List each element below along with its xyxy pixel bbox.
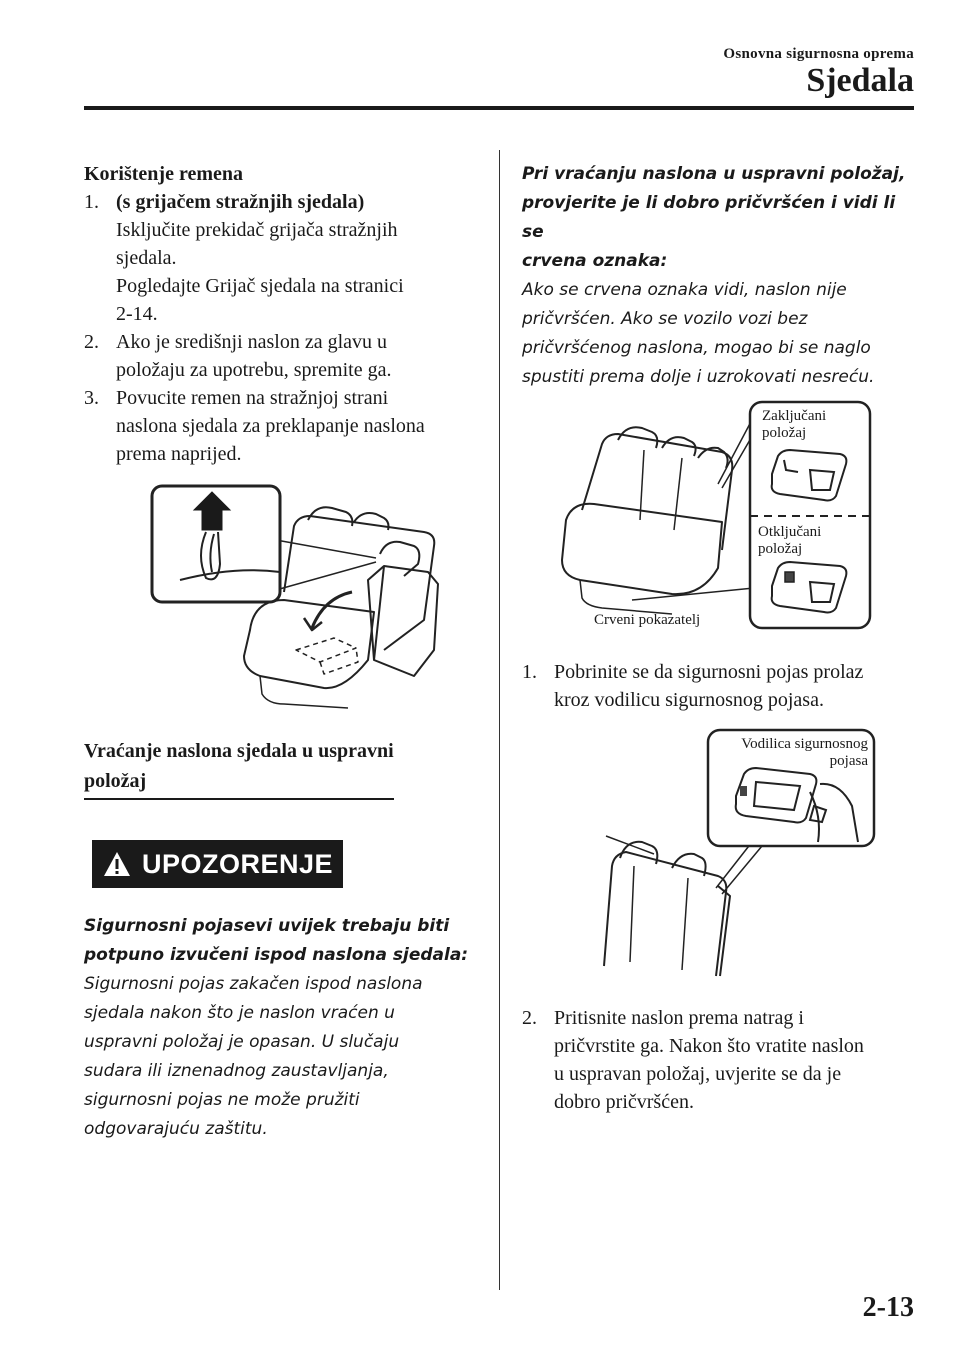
step-3 bbox=[84, 384, 484, 468]
step-line: prema naprijed. bbox=[116, 443, 242, 465]
belt-guide-label: Vodilica sigurnosnog pojasa bbox=[741, 736, 868, 769]
warning-bold-line: Sigurnosni pojasevi uvijek trebaju biti bbox=[84, 916, 450, 936]
red-indicator-label: Crveni pokazatelj bbox=[594, 612, 701, 628]
page-number: 2-13 bbox=[862, 1292, 914, 1323]
caution-line: Ako se crvena oznaka vidi, naslon nije bbox=[522, 280, 847, 300]
belt-guide-figure bbox=[522, 726, 922, 986]
caution-bold-line: provjerite je li dobro pričvršćen i vidi li se bbox=[522, 193, 896, 242]
step-2 bbox=[84, 328, 484, 384]
section-title: Osnovna sigurnosna oprema bbox=[723, 46, 914, 62]
chapter-title: Sjedala bbox=[806, 62, 914, 99]
lock-indicator-illustration bbox=[522, 400, 922, 640]
step-line: 2-14. bbox=[116, 303, 158, 325]
step-line: naslona sjedala za preklapanje naslona bbox=[116, 415, 425, 437]
warning-line: sudara ili iznenadnog zaustavljanja, bbox=[84, 1061, 389, 1081]
step-line: Povucite remen na stražnjoj strani bbox=[116, 387, 389, 409]
step-line: Ako je središnji naslon za glavu u bbox=[116, 331, 388, 353]
caution-line: pričvršćen. Ako se vozilo vozi bez bbox=[522, 309, 808, 329]
step-number: 3. bbox=[84, 387, 99, 409]
left-column bbox=[84, 160, 484, 1144]
warning-banner bbox=[92, 840, 343, 888]
step-line: sjedala. bbox=[116, 247, 177, 269]
red-indicator-mark bbox=[785, 572, 794, 582]
header-rule bbox=[84, 106, 914, 110]
warning-line: odgovarajuću zaštitu. bbox=[84, 1119, 268, 1139]
warning-label: UPOZORENJE bbox=[142, 848, 334, 879]
step-right-1 bbox=[522, 658, 922, 714]
caution-text bbox=[522, 160, 922, 392]
seat-strap-illustration bbox=[84, 480, 484, 710]
step-line: dobro pričvršćen. bbox=[554, 1091, 694, 1113]
step-1 bbox=[84, 188, 484, 328]
caution-bold-line: crvena oznaka: bbox=[522, 251, 668, 271]
step-line: Pobrinite se da sigurnosni pojas prolaz bbox=[554, 661, 864, 683]
step-condition: (s grijačem stražnjih sjedala) bbox=[116, 191, 365, 213]
step-line: kroz vodilicu sigurnosnog pojasa. bbox=[554, 689, 824, 711]
unlocked-position-label: Otključani položaj bbox=[758, 524, 822, 557]
step-line: Pritisnite naslon prema natrag i bbox=[554, 1007, 804, 1029]
subsection-heading: Korištenje remena bbox=[84, 163, 244, 185]
step-line: Pogledajte Grijač sjedala na stranici bbox=[116, 275, 404, 297]
warning-triangle-icon bbox=[102, 850, 132, 878]
warning-line: sigurnosni pojas ne može pružiti bbox=[84, 1090, 360, 1110]
step-line: u uspravan položaj, uvjerite se da je bbox=[554, 1063, 842, 1085]
column-divider bbox=[499, 150, 500, 1290]
step-number: 2. bbox=[522, 1007, 537, 1029]
warning-text bbox=[84, 912, 484, 1144]
step-right-2 bbox=[522, 1004, 922, 1116]
caution-line: pričvršćenog naslona, mogao bi se naglo bbox=[522, 338, 871, 358]
step-number: 1. bbox=[84, 191, 99, 213]
guide-slot-mark bbox=[740, 786, 747, 796]
step-line: položaju za upotrebu, spremite ga. bbox=[116, 359, 392, 381]
step-line: pričvrstite ga. Nakon što vratite naslon bbox=[554, 1035, 864, 1057]
section-heading-line: Vraćanje naslona sjedala u uspravni bbox=[84, 740, 394, 762]
step-number: 1. bbox=[522, 661, 537, 683]
caution-line: spustiti prema dolje i uzrokovati nesreću. bbox=[522, 367, 875, 387]
step-line: Isključite prekidač grijača stražnjih bbox=[116, 219, 398, 241]
warning-line: sjedala nakon što je naslon vraćen u bbox=[84, 1003, 395, 1023]
section-heading-line: položaj bbox=[84, 770, 147, 792]
step-number: 2. bbox=[84, 331, 99, 353]
right-column bbox=[522, 160, 922, 1116]
lock-indicator-figure bbox=[522, 400, 922, 640]
caution-bold-line: Pri vraćanju naslona u uspravni položaj, bbox=[522, 164, 906, 184]
warning-line: uspravni položaj je opasan. U slučaju bbox=[84, 1032, 400, 1052]
locked-position-label: Zaključani položaj bbox=[762, 408, 827, 441]
warning-bold-line: potpuno izvučeni ispod naslona sjedala: bbox=[84, 945, 469, 965]
warning-line: Sigurnosni pojas zakačen ispod naslona bbox=[84, 974, 423, 994]
section-heading-upright bbox=[84, 736, 394, 800]
